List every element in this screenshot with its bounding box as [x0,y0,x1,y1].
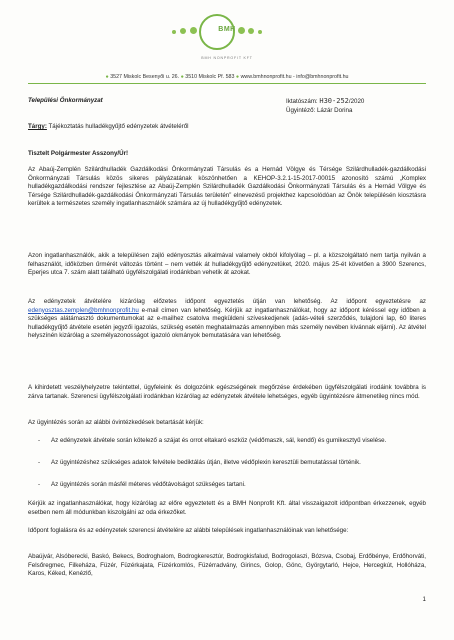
list-item: Az ügyintézés során másfél méteres védőtávolságot szükséges tartani. [51,481,246,488]
paragraph-5: Az ügyintézés során az alábbi óvintézkedések betartását kérjük: [28,419,204,426]
address-2: 3510 Miskolc Pf. 583 [185,74,235,80]
subject-label: Tárgy: [28,123,47,130]
header-divider [28,83,426,84]
bullet-icon: ● [105,74,109,80]
logo-subtext: BMH NONPROFIT KFT [201,56,253,60]
logo-dot-icon [238,27,245,34]
email-link[interactable]: info@bmhnonprofit.hu [296,74,349,80]
address-1: 3527 Miskolc Besenyői u. 26. [110,74,180,80]
list-item: Az ügyintézéshez szükséges adatok felvétele bediktálás útján, illetve védőplexin keresztüli bemutatással történik. [51,459,361,466]
reference-block [286,97,426,115]
address-line [0,74,454,80]
paragraph-8: Abaújvár, Alsóberecki, Baskó, Bekecs, Bodroghalom, Bodrogkeresztúr, Bodrogkisfalud, Bodrogolaszi, Bózsva, Csobaj, Erdőbénye, Erdőhorváti, Felsőregmec, Filkeháza, Füzér, Füzérkajata, Füzérkomlós, Füzérradvány, Girincs, Golop, Gönc, Györgytarló, Hejce, Hercegkút, Hollóháza, Karos, Kéked, Kenézlő, [28,553,426,578]
paragraph-2: Azon ingatlanhasználók, akik a településen zajló edényosztás alkalmával valamely okból kifolyólag – pl. a közszolgáltató nem tartja nyilván a felhasználót, időközben űrmérét változás történt – nem vették át hulladékgyűjtő edényzetüket, 2020. május 25-ét követően a 3900 Szerencs, Eperjes utca 7. szám alatt található ügyfélszolgálati irodánkban vehetik át azokat. [28,252,426,277]
admin-name: Lázár Dorina [316,106,353,114]
email-link-edenyosztas[interactable]: edenyosztas.zemplen@bmhnonprofit.hu [28,306,139,314]
salutation: Tisztelt Polgármester Asszony/Úr! [28,150,129,157]
list-item: Az edényzetek átvétele során kötelező a szájat és orrot eltakaró eszköz (védőmaszk, sál, kendő) és gumikesztyű viselése. [51,437,387,444]
subject-line [28,123,426,132]
website-link[interactable]: www.bmhnonprofit.hu [240,74,292,80]
logo-dot-icon [248,28,254,34]
page-number: 1 [422,596,426,603]
paragraph-6: Kérjük az ingatlanhasználókat, hogy kizárólag az előre egyeztetett és a BMH Nonprofit Kft. által visszaigazolt időpontban érkezzenek, egyéb esetben nem áll módunkban kiszolgálni az oda érkezőket. [28,500,426,516]
ref-year: /2020 [348,98,365,105]
separator: - [293,74,297,80]
paragraph-4: A kihirdetett veszélyhelyzetre tekintettel, ügyfeleink és dolgozóink egészségének megőrzése érdekében ügyfélszolgálati irodáink továbbra is zárva tartanak. Szerencsi ügyfélszolgálati irodánkban kizárólag az edényzetek átvétele lehetséges, egyéb ügyintézésre átmenetileg nincs mód. [28,384,426,400]
list-bullet: - [38,481,41,488]
admin-label: Ügyintéző: [286,106,316,114]
logo-text: BMH [218,26,236,33]
bullet-icon: ● [180,74,184,80]
company-logo [0,6,454,64]
paragraph-1: Az Abaúj-Zemplén Szilárdhulladék Gazdálkodási Önkormányzati Társulás és a Hernád Völgye és Térsége Szilárdhulladék-gazdálkodási Önkormányzati Társulás közös sikeres pályázatának köszönhetően a KEHOP-3.2.1-15-2017-00015 azonosító számú „Komplex hulladékgazdálkodási rendszer fejlesztése az Abaúj-Zemplén Szilárdhulladék Gazdálkodási Önkormányzati Társulás és a Hernád Völgye és Térsége Szilárdhulladék-gazdálkodási Önkormányzati Társulás területén” elnevezésű projekthez kapcsolódóan az Önök településén kiosztásra kerültek a természetes személy ingatlanhasználók számára az új hulladékgyűjtő edényzetek. [28,166,426,208]
paragraph-7: Időpont foglalásra és az edényzetek szerencsi átvételére az alábbi települések ingatlanhasználóinak van lehetősége: [28,527,349,534]
logo-dot-icon [258,30,262,34]
paragraph-3-a: Az edényzetek átvételére kizárólag előzetes időpont egyeztetés útján van lehetőség. Az időpont egyeztetésre az [28,298,426,305]
subject-text: Tájékoztatás hulladékgyűjtő edényzetek átvételéről [48,123,189,130]
paragraph-3 [28,298,426,341]
ref-number-handwritten: H30-252 [319,97,349,105]
list-bullet: - [38,459,41,466]
recipient: Települési Önkormányzat [28,97,103,104]
paragraph-3-b: e-mail címen van lehetőség. Kérjük az ingatlanhasználókat, hogy az időpont kéréssel egy időben a szükséges alátámasztó dokumentumokat az e-mailhez csatolva megküldeni szíveskedjenek (adás-vételi szerződés, tulajdoni lap, 60 literes hulladékgyűjtő átvétele esetén jegyzői igazolás, szükség esetén meghatalmazás amennyiben más személy nevében kívánnak eljárni). Az átvétel helyszínén kizárólag a személyazonosságot igazoló okmányok bemutatására van lehetőség. [28,306,426,340]
bullet-icon: ● [235,74,240,80]
list-bullet: - [38,437,41,444]
ref-label: Iktatószám: [286,98,318,105]
